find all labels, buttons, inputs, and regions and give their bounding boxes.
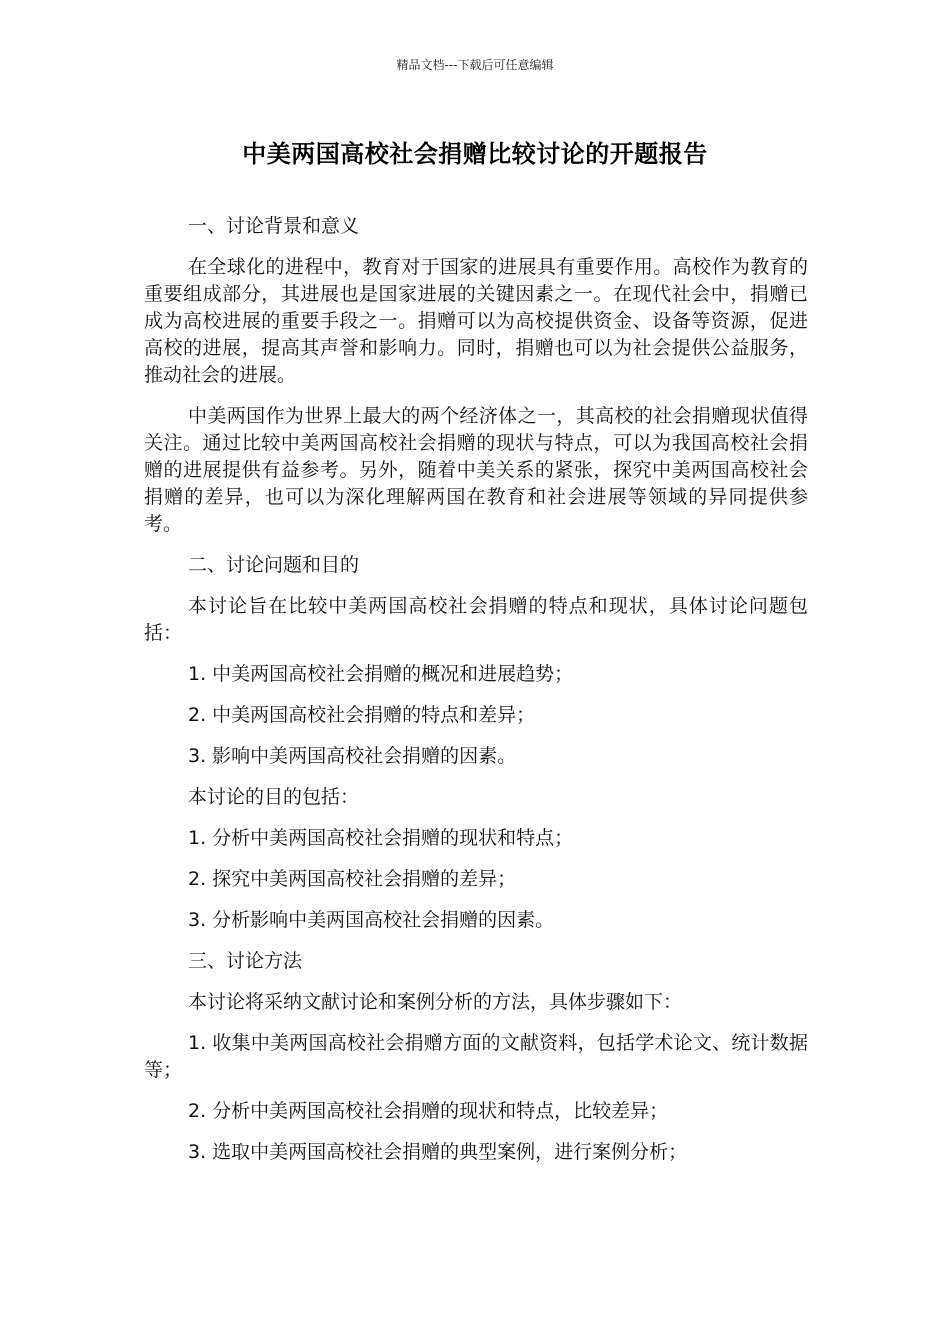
section-heading-background: 一、讨论背景和意义 [188, 215, 360, 237]
list-item-question-1: 1. 中美两国高校社会捐赠的概况和进展趋势； [188, 663, 574, 685]
document-body [144, 213, 808, 1180]
list-item-objective-3: 3. 分析影响中美两国高校社会捐赠的因素。 [188, 909, 555, 931]
page-header-watermark: 精品文档---下载后可任意编辑 [396, 58, 554, 72]
list-item-step-1: 1. 收集中美两国高校社会捐赠方面的文献资料，包括学术论文、统计数据等； [144, 1032, 808, 1081]
paragraph-questions-intro: 本讨论旨在比较中美两国高校社会捐赠的特点和现状，具体讨论问题包括： [144, 595, 808, 644]
paragraph-background-1: 在全球化的进程中，教育对于国家的进展具有重要作用。高校作为教育的重要组成部分，其进展也是国家进展的关键因素之一。在现代社会中，捐赠已成为高校进展的重要手段之一。捐赠可以为高校提供资金、设备等资源，促进高校的进展，提高其声誉和影响力。同时，捐赠也可以为社会提供公益服务，推动社会的进展。 [144, 256, 808, 386]
paragraph-objectives-intro: 本讨论的目的包括： [188, 786, 360, 808]
list-item-objective-2: 2. 探究中美两国高校社会捐赠的差异； [188, 868, 517, 890]
section-heading-questions: 二、讨论问题和目的 [188, 554, 360, 576]
list-item-step-3: 3. 选取中美两国高校社会捐赠的典型案例，进行案例分析； [188, 1141, 688, 1163]
section-heading-methods: 三、讨论方法 [188, 950, 303, 972]
list-item-question-2: 2. 中美两国高校社会捐赠的特点和差异； [188, 704, 536, 726]
paragraph-methods-intro: 本讨论将采纳文献讨论和案例分析的方法，具体步骤如下： [188, 991, 683, 1013]
document-title: 中美两国高校社会捐赠比较讨论的开题报告 [242, 140, 708, 168]
paragraph-background-2: 中美两国作为世界上最大的两个经济体之一，其高校的社会捐赠现状值得关注。通过比较中美两国高校社会捐赠的现状与特点，可以为我国高校社会捐赠的进展提供有益参考。另外，随着中美关系的紧张，探究中美两国高校社会捐赠的差异，也可以为深化理解两国在教育和社会进展等领域的异同提供参考。 [144, 405, 808, 535]
list-item-question-3: 3. 影响中美两国高校社会捐赠的因素。 [188, 745, 517, 767]
list-item-objective-1: 1. 分析中美两国高校社会捐赠的现状和特点； [188, 827, 574, 849]
list-item-step-2: 2. 分析中美两国高校社会捐赠的现状和特点，比较差异； [188, 1100, 669, 1122]
